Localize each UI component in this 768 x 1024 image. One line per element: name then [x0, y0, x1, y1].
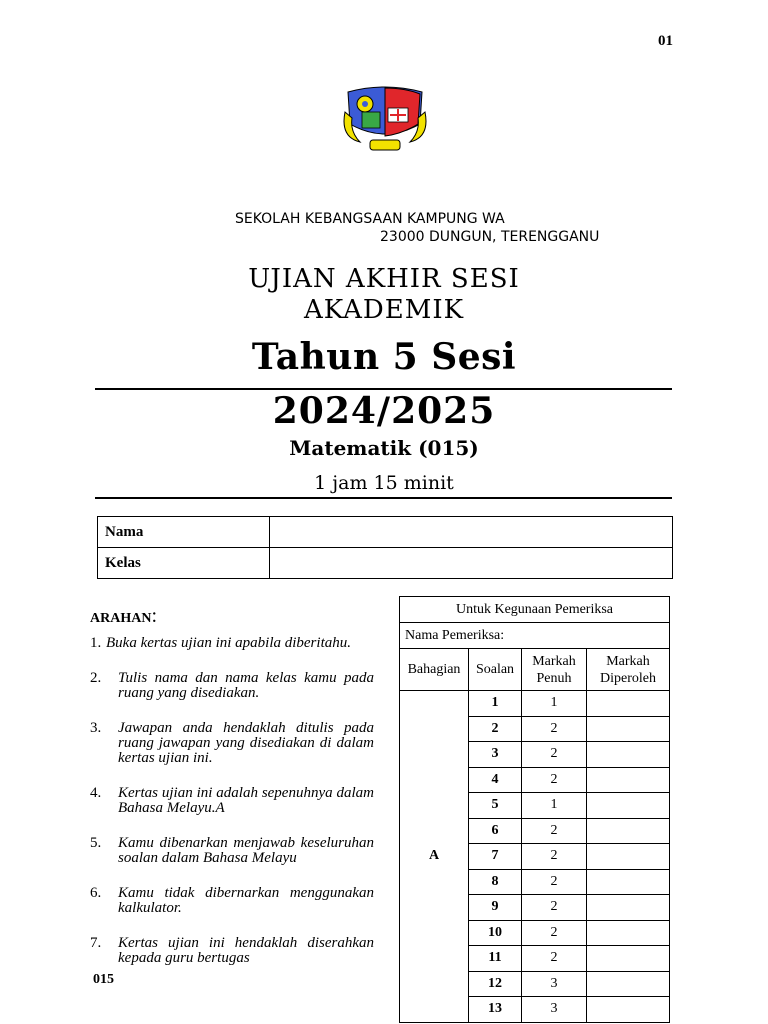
- full-marks: 2: [522, 767, 587, 793]
- exam-subject: Matematik (015): [289, 436, 479, 460]
- table-row: [400, 691, 670, 717]
- instruction-number: 7.: [90, 935, 102, 951]
- marks-obtained-cell[interactable]: [587, 946, 670, 972]
- question-number: 2: [469, 716, 522, 742]
- marks-obtained-cell[interactable]: [587, 844, 670, 870]
- full-marks: 2: [522, 946, 587, 972]
- exam-year-line: Tahun 5 Sesi: [251, 336, 517, 378]
- school-crest-logo: [340, 82, 430, 154]
- instruction-text: Kertas ujian ini hendaklah diserahkan kepada guru bertugas: [118, 935, 374, 966]
- examiner-table-title-row: [400, 597, 670, 623]
- marks-obtained-cell[interactable]: [587, 793, 670, 819]
- name-field[interactable]: [270, 517, 673, 548]
- question-number: 10: [469, 920, 522, 946]
- marks-obtained-cell[interactable]: [587, 869, 670, 895]
- question-number: 11: [469, 946, 522, 972]
- instruction-text: Tulis nama dan nama kelas kamu pada ruang yang disediakan.: [118, 670, 374, 701]
- instruction-number: 2.: [90, 670, 102, 686]
- examiner-table: [399, 596, 670, 1023]
- school-name: SEKOLAH KEBANGSAAN KAMPUNG WA: [235, 211, 505, 227]
- marks-obtained-cell[interactable]: [587, 997, 670, 1023]
- exam-session: 2024/2025: [272, 390, 496, 432]
- examiner-name-field[interactable]: Nama Pemeriksa:: [400, 623, 670, 649]
- full-marks: 3: [522, 971, 587, 997]
- question-number: 8: [469, 869, 522, 895]
- school-address: 23000 DUNGUN, TERENGGANU: [380, 229, 600, 245]
- full-marks: 2: [522, 895, 587, 921]
- page-number: 01: [658, 33, 673, 49]
- column-header: Markah Diperoleh: [587, 649, 670, 691]
- question-number: 13: [469, 997, 522, 1023]
- instruction-text: Jawapan anda hendaklah ditulis pada ruang jawapan yang disediakan di dalam kertas ujian ini.: [118, 720, 374, 766]
- divider: [95, 497, 672, 499]
- instruction-text: Buka kertas ujian ini apabila diberitahu.: [106, 635, 351, 651]
- student-info-table: [97, 516, 673, 579]
- instruction-text: Kertas ujian ini adalah sepenuhnya dalam Bahasa Melayu.A: [118, 785, 374, 816]
- question-number: 7: [469, 844, 522, 870]
- full-marks: 2: [522, 818, 587, 844]
- instruction-text: Kamu dibenarkan menjawab keseluruhan soalan dalam Bahasa Melayu: [118, 835, 374, 866]
- full-marks: 2: [522, 742, 587, 768]
- instructions-list: [90, 636, 374, 986]
- instruction-number: 6.: [90, 885, 102, 901]
- section-cell: A: [400, 691, 469, 1023]
- question-number: 9: [469, 895, 522, 921]
- info-label: Kelas: [98, 548, 270, 579]
- instruction-item: [90, 936, 374, 966]
- marks-obtained-cell[interactable]: [587, 895, 670, 921]
- question-number: 6: [469, 818, 522, 844]
- class-field[interactable]: [270, 548, 673, 579]
- examiner-table-title: Untuk Kegunaan Pemeriksa: [400, 597, 670, 623]
- question-number: 1: [469, 691, 522, 717]
- exam-title-line2: AKADEMIK: [303, 295, 465, 325]
- question-number: 3: [469, 742, 522, 768]
- instruction-item: [90, 836, 374, 866]
- instruction-number: 1.: [90, 635, 102, 651]
- marks-obtained-cell[interactable]: [587, 742, 670, 768]
- question-number: 4: [469, 767, 522, 793]
- marks-obtained-cell[interactable]: [587, 767, 670, 793]
- marks-obtained-cell[interactable]: [587, 920, 670, 946]
- instructions-heading-colon: :: [151, 605, 158, 627]
- instruction-number: 3.: [90, 720, 102, 736]
- instruction-item: [90, 671, 374, 701]
- full-marks: 1: [522, 691, 587, 717]
- instruction-item: [90, 721, 374, 766]
- column-header: Soalan: [469, 649, 522, 691]
- examiner-table-header: [400, 649, 670, 691]
- column-header: Markah Penuh: [522, 649, 587, 691]
- instruction-item: [90, 786, 374, 816]
- marks-obtained-cell[interactable]: [587, 818, 670, 844]
- instruction-item: [90, 886, 374, 916]
- full-marks: 2: [522, 869, 587, 895]
- full-marks: 3: [522, 997, 587, 1023]
- full-marks: 2: [522, 716, 587, 742]
- exam-title-line1: UJIAN AKHIR SESI: [248, 264, 520, 294]
- full-marks: 1: [522, 793, 587, 819]
- instruction-number: 4.: [90, 785, 102, 801]
- instructions-heading: [90, 605, 157, 628]
- instructions-heading-text: ARAHAN: [90, 611, 152, 626]
- info-row-class: [98, 548, 673, 579]
- question-number: 5: [469, 793, 522, 819]
- instruction-item: [90, 636, 374, 651]
- examiner-name-row: [400, 623, 670, 649]
- question-number: 12: [469, 971, 522, 997]
- marks-obtained-cell[interactable]: [587, 691, 670, 717]
- exam-duration: 1 jam 15 minit: [314, 472, 454, 494]
- instruction-number: 5.: [90, 835, 102, 851]
- marks-obtained-cell[interactable]: [587, 971, 670, 997]
- instruction-text: Kamu tidak dibernarkan menggunakan kalkulator.: [118, 885, 374, 916]
- info-row-name: [98, 517, 673, 548]
- full-marks: 2: [522, 844, 587, 870]
- column-header: Bahagian: [400, 649, 469, 691]
- full-marks: 2: [522, 920, 587, 946]
- info-label: Nama: [98, 517, 270, 548]
- marks-obtained-cell[interactable]: [587, 716, 670, 742]
- footer-paper-code: 015: [93, 972, 114, 987]
